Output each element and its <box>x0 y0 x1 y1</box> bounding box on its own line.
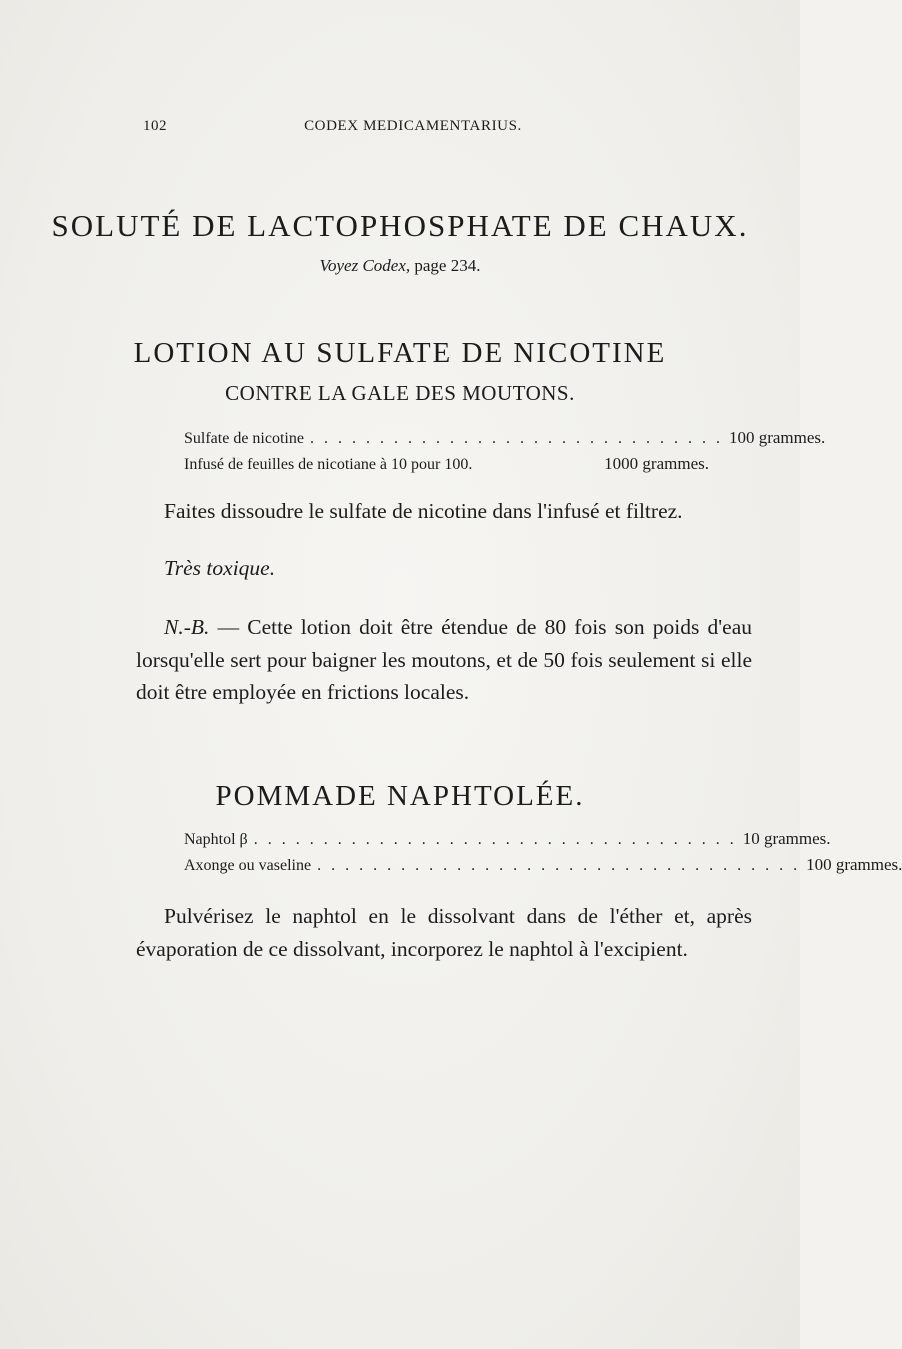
section-subtitle-lotion: CONTRE LA GALE DES MOUTONS. <box>225 381 575 405</box>
reference-page: page 234. <box>410 256 481 275</box>
note-text: — Cette lotion doit être étendue de 80 fois son poids d'eau lorsqu'elle sert pour baigner les moutons, et de 50 fois seulement si elle doit être employée en frictions locales. <box>136 615 752 704</box>
ingredient-qty: 10 grammes. <box>742 829 831 848</box>
section-title-solute: SOLUTÉ DE LACTOPHOSPHATE DE CHAUX. <box>51 208 749 243</box>
reference-italic: Voyez Codex, <box>319 256 411 275</box>
ingredient-qty: 100 grammes. <box>728 428 826 447</box>
leader-dots: . . . . . . . . . . . . . . . . . . . . . . . . . . . . . . . . . . . <box>317 857 801 874</box>
recipe-row <box>184 451 709 477</box>
ingredient-qty: 1000 grammes. <box>604 454 709 473</box>
note-paragraph <box>136 611 752 709</box>
page-number: 102 <box>143 118 167 134</box>
warning-text: Très toxique. <box>164 556 276 580</box>
ingredient-name: Naphtol β <box>184 831 248 848</box>
leader-dots: . . . . . . . . . . . . . . . . . . . . . . . . . . . . . . . . . . . <box>253 831 737 848</box>
recipe-row <box>184 425 826 451</box>
ingredient-qty: 100 grammes. <box>806 855 902 874</box>
running-title: CODEX MEDICAMENTARIUS. <box>304 118 522 134</box>
warning-paragraph <box>136 552 752 585</box>
ingredient-name: Infusé de feuilles de nicotiane à 10 pour 100. <box>184 456 473 473</box>
section-reference <box>0 256 800 276</box>
running-head <box>143 118 743 142</box>
ingredient-name: Axonge ou vaseline <box>184 857 312 874</box>
section-title-lotion: LOTION AU SULFATE DE NICOTINE <box>133 337 667 369</box>
recipe-list-lotion <box>184 425 826 477</box>
recipe-list-pommade <box>184 826 902 878</box>
instruction-text: Pulvérisez le naphtol en le dissolvant dans de l'éther et, après évaporation de ce dissolvant, incorporez le naphtol à l'excipient. <box>136 904 752 961</box>
instruction-paragraph-lotion <box>136 495 752 528</box>
recipe-row <box>184 852 902 878</box>
ingredient-name: Sulfate de nicotine <box>184 430 304 447</box>
instruction-paragraph-pommade <box>136 900 752 965</box>
recipe-row <box>184 826 831 852</box>
note-label: N.-B. <box>164 615 210 639</box>
instruction-text: Faites dissoudre le sulfate de nicotine dans l'infusé et filtrez. <box>164 499 683 523</box>
leader-dots: . . . . . . . . . . . . . . . . . . . . . . . . . . . . . . <box>309 430 723 447</box>
section-title-pommade: POMMADE NAPHTOLÉE. <box>215 780 585 812</box>
